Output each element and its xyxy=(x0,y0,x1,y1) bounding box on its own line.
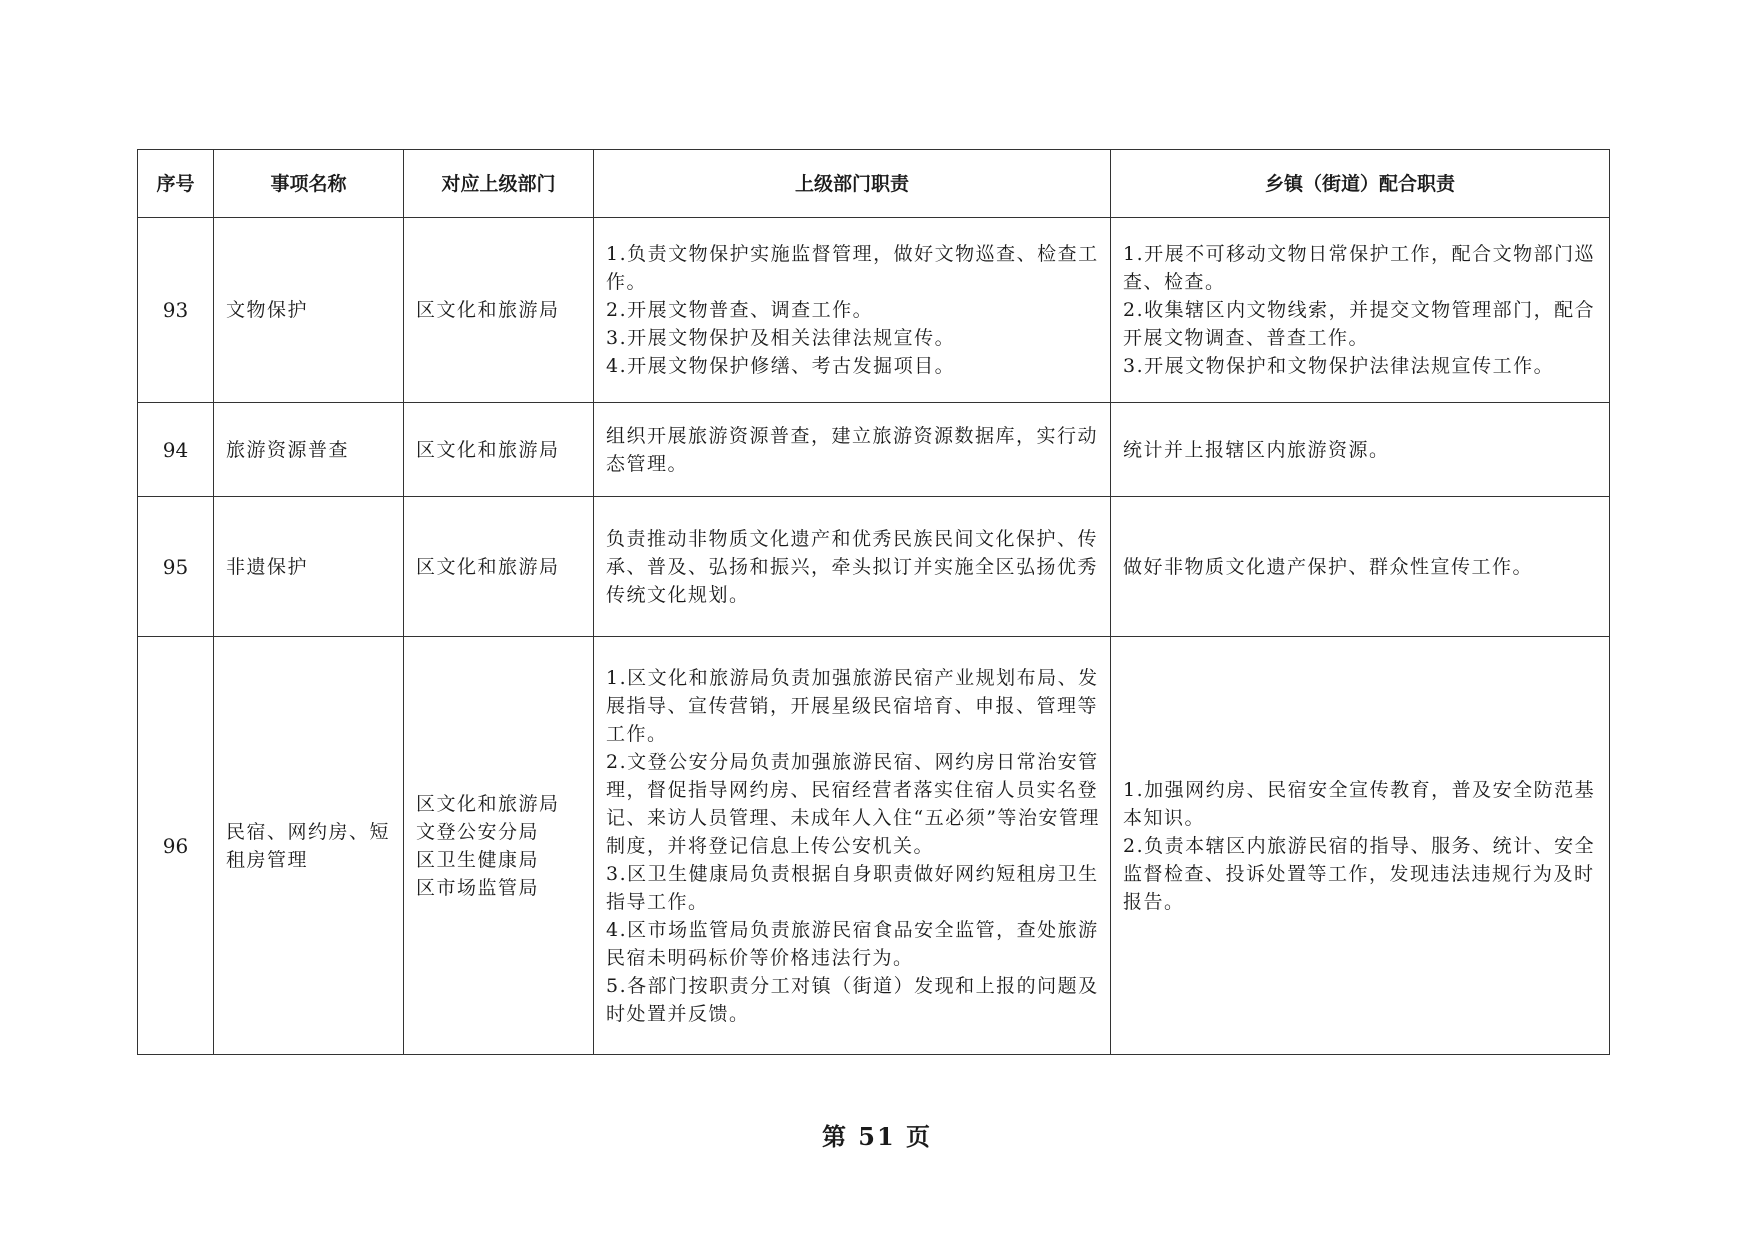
table-row xyxy=(138,403,1610,497)
row-town-duties xyxy=(1111,403,1610,497)
duty-line: 3.区卫生健康局负责根据自身职责做好网约短租房卫生指导工作。 xyxy=(606,862,1099,913)
row-seq: 96 xyxy=(138,637,214,1055)
row-upper-duties xyxy=(594,218,1111,403)
row-upper-dept xyxy=(404,497,594,637)
row-seq: 95 xyxy=(138,497,214,637)
duty-line: 2.收集辖区内文物线索，并提交文物管理部门，配合开展文物调查、普查工作。 xyxy=(1123,299,1596,349)
table-row xyxy=(138,218,1610,403)
row-town-duties xyxy=(1111,218,1610,403)
row-upper-dept xyxy=(404,403,594,497)
header-seq: 序号 xyxy=(138,150,214,218)
row-seq: 94 xyxy=(138,403,214,497)
page-number: 第 51 页 xyxy=(821,1122,933,1151)
duty-line: 4.开展文物保护修缮、考古发掘项目。 xyxy=(606,355,956,377)
duty-line: 3.开展文物保护和文物保护法律法规宣传工作。 xyxy=(1123,355,1555,377)
row-item-name: 民宿、网约房、短租房管理 xyxy=(214,637,404,1055)
duty-line: 1.区文化和旅游局负责加强旅游民宿产业规划布局、发展指导、宣传营销，开展星级民宿培育、申报、管理等工作。 xyxy=(606,666,1099,745)
row-item-name: 非遗保护 xyxy=(214,497,404,637)
row-item-name: 旅游资源普查 xyxy=(214,403,404,497)
row-town-duties xyxy=(1111,637,1610,1055)
header-town-duties: 乡镇（街道）配合职责 xyxy=(1111,150,1610,218)
row-town-duties xyxy=(1111,497,1610,637)
dept-line: 区文化和旅游局 xyxy=(416,299,560,321)
dept-line: 区文化和旅游局 xyxy=(416,438,560,461)
row-seq: 93 xyxy=(138,218,214,403)
row-upper-duties xyxy=(594,637,1111,1055)
responsibility-table xyxy=(137,149,1610,1055)
duty-line: 组织开展旅游资源普查，建立旅游资源数据库，实行动态管理。 xyxy=(606,424,1099,475)
table-row xyxy=(138,497,1610,637)
dept-line: 区文化和旅游局 xyxy=(416,792,560,815)
row-upper-duties xyxy=(594,497,1111,637)
duty-line: 负责推动非物质文化遗产和优秀民族民间文化保护、传承、普及、弘扬和振兴，牵头拟订并实施全区弘扬优秀传统文化规划。 xyxy=(606,527,1099,606)
duty-line: 做好非物质文化遗产保护、群众性宣传工作。 xyxy=(1123,555,1534,578)
duty-line: 1.负责文物保护实施监督管理，做好文物巡查、检查工作。 xyxy=(606,243,1099,293)
duty-line: 1.开展不可移动文物日常保护工作，配合文物部门巡查、检查。 xyxy=(1123,243,1596,293)
duty-line: 2.负责本辖区内旅游民宿的指导、服务、统计、安全监督检查、投诉处置等工作，发现违法违规行为及时报告。 xyxy=(1123,834,1596,913)
duty-line: 3.开展文物保护及相关法律法规宣传。 xyxy=(606,327,956,349)
duty-line: 4.区市场监管局负责旅游民宿食品安全监管，查处旅游民宿未明码标价等价格违法行为。 xyxy=(606,918,1099,969)
header-upper-dept: 对应上级部门 xyxy=(404,150,594,218)
dept-line: 文登公安分局 xyxy=(416,820,540,843)
row-upper-duties xyxy=(594,403,1111,497)
dept-line: 区市场监管局 xyxy=(416,876,540,899)
dept-line: 区卫生健康局 xyxy=(416,848,540,871)
row-upper-dept xyxy=(404,637,594,1055)
row-upper-dept xyxy=(404,218,594,403)
duty-line: 2.文登公安分局负责加强旅游民宿、网约房日常治安管理，督促指导网约房、民宿经营者落实住宿人员实名登记、来访人员管理、未成年人入住“五必须”等治安管理制度，并将登记信息上传公安机关。 xyxy=(606,750,1100,857)
dept-line: 区文化和旅游局 xyxy=(416,555,560,578)
row-item-name: 文物保护 xyxy=(214,218,404,403)
duty-line: 5.各部门按职责分工对镇（街道）发现和上报的问题及时处置并反馈。 xyxy=(606,974,1099,1025)
duty-line: 2.开展文物普查、调查工作。 xyxy=(606,299,874,321)
header-upper-duties: 上级部门职责 xyxy=(594,150,1111,218)
duty-line: 1.加强网约房、民宿安全宣传教育，普及安全防范基本知识。 xyxy=(1123,778,1596,829)
duty-line: 统计并上报辖区内旅游资源。 xyxy=(1123,438,1390,461)
table-row xyxy=(138,637,1610,1055)
header-item-name: 事项名称 xyxy=(214,150,404,218)
table-header-row xyxy=(138,150,1610,218)
